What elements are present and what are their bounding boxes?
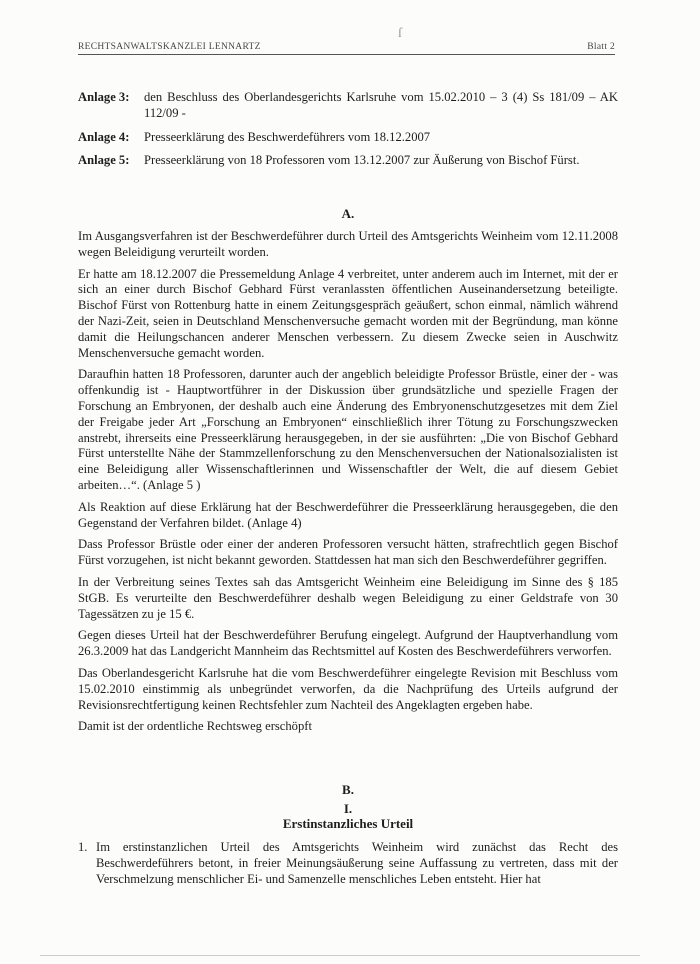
attachment-item [78, 153, 618, 169]
paragraph: Daraufhin hatten 18 Professoren, darunter auch der angeblich beleidigte Professor Brüstle, einer der - was offenkundig ist - Hauptwortführer in der Diskussion über grundsätzliche und spezielle Fragen der Forschung an Embryonen, der deshalb auch eine Änderung des Embryonenschutzgesetzes mit dem Ziel der Freigabe jeder Art „Forschung an Embryonen“ einschließlich ihrer Tötung zu Forschungszwecken anstrebt, ihrerseits eine Presseerklärung herausgegeben, in der sie ausführten: „Die von Bischof Gebhard Fürst unterstellte Nähe der Stammzellenforschung zu den Menschenversuchen der Nationalsozialisten ist eine Beleidigung aller Wissenschaftlerinnen und Wissenschaftler der Welt, die auf diesem Gebiet arbeiten…“. (Anlage 5 ) [78, 367, 618, 492]
section-a-heading: A. [341, 206, 355, 221]
section-a-body [78, 229, 618, 741]
subsection-heading [78, 801, 618, 831]
list-item-text: Im erstinstanzlichen Urteil des Amtsgerichts Weinheim wird zunächst das Recht des Beschwerdeführers betont, in freier Meinungsäußerung seine Auffassung zu vertreten, dass mit der Verschmelzung menschlicher Ei- und Samenzelle menschliches Leben entsteht. Hier hat [96, 840, 618, 886]
attachment-label: Anlage 3: [78, 90, 130, 104]
paragraph: Als Reaktion auf diese Erklärung hat der Beschwerdeführer die Presseerklärung herausgegeben, die den Gegenstand der Verfahren bildet. (Anlage 4) [78, 499, 618, 530]
paragraph: Dass Professor Brüstle oder einer der anderen Professoren versucht hätten, strafrechtlich gegen Bischof Fürst vorzugehen, ist nicht bekannt geworden. Stattdessen hat man sich den Beschwerdeführer gegriffen. [78, 537, 618, 568]
attachment-item [78, 90, 618, 122]
attachment-text: den Beschluss des Oberlandesgerichts Karlsruhe vom 15.02.2010 – 3 (4) Ss 181/09 – AK 112/09 - [144, 90, 618, 120]
firm-name: RECHTSANWALTSKANZLEI LENNARTZ [78, 42, 261, 52]
paragraph: Damit ist der ordentliche Rechtsweg erschöpft [78, 719, 312, 734]
subsection-title: Erstinstanzliches Urteil [282, 816, 414, 831]
attachment-text: Presseerklärung von 18 Professoren vom 13.12.2007 zur Äußerung von Bischof Fürst. [144, 153, 580, 168]
attachment-item [78, 130, 618, 146]
attachments-list [78, 90, 618, 177]
list-item [78, 840, 618, 887]
paragraph: Das Oberlandesgericht Karlsruhe hat die vom Beschwerdeführer eingelegte Revision mit Beschluss vom 15.02.2010 einstimmig als unbegründet verworfen, da die Nachprüfung des Urteils aufgrund der Revisionsrechtfertigung keinen Rechtsfehler zum Nachteil des Angeklagten ergeben habe. [78, 665, 618, 712]
page-number: Blatt 2 [587, 42, 615, 52]
page-header [78, 40, 615, 55]
paragraph: In der Verbreitung seines Textes sah das Amtsgericht Weinheim eine Beleidigung im Sinne des § 185 StGB. Es verurteilte den Beschwerdeführer deshalb wegen Beleidigung zu einer Geldstrafe von 30 Tagessätzen zu je 15 €. [78, 574, 618, 621]
paragraph: Er hatte am 18.12.2007 die Pressemeldung Anlage 4 verbreitet, unter anderem auch im Internet, mit der er sich an einer durch Bischof Gebhard Fürst veranlassten öffentlichen Auseinandersetzung beteiligte. Bischof Fürst von Rottenburg hatte in einem Zeitungsgespräch geäußert, schon einmal, nämlich während der Nazi-Zeit, seien in Deutschland Menschenversuche gemacht worden mit der Begründung, man könne damit die Heilungschancen anderer Menschen verbessern. Zu diesem Zwecke seien in Auschwitz Menschenversuche gemacht worden. [78, 266, 618, 360]
attachment-label: Anlage 5: [78, 153, 130, 168]
list-item-number: 1. [78, 840, 88, 854]
section-b-heading: B. [342, 782, 354, 797]
scan-edge [40, 955, 640, 956]
pen-mark-icon: ſ [398, 26, 402, 41]
paragraph: Gegen dieses Urteil hat der Beschwerdeführer Berufung eingelegt. Aufgrund der Hauptverhandlung vom 26.3.2009 hat das Landgericht Mannheim das Rechtsmittel auf Kosten des Beschwerdeführers verworfen. [78, 628, 618, 659]
attachment-text: Presseerklärung des Beschwerdeführers vom 18.12.2007 [144, 129, 431, 144]
attachment-label: Anlage 4: [78, 129, 130, 144]
paragraph: Im Ausgangsverfahren ist der Beschwerdeführer durch Urteil des Amtsgerichts Weinheim vom 12.11.2008 wegen Beleidigung verurteilt worden. [78, 229, 618, 259]
subsection-number: I. [343, 801, 353, 816]
